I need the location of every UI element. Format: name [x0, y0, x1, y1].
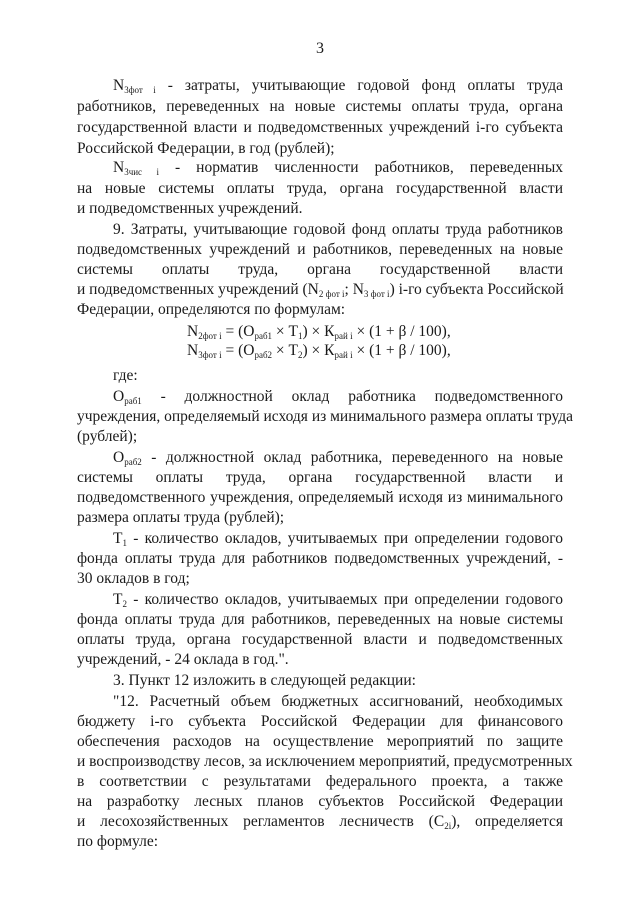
- text-line: (рублей);: [77, 428, 138, 445]
- text-line: бюджету i-го субъекта Российской Федерации для финансового: [77, 713, 563, 730]
- text-line: и подведомственных учреждений ($N_{2 фот i}$; $N_{3 фот i}$) i-го субъекта Российской: [77, 281, 564, 299]
- text-line: оплаты труда, органа государственной власти и подведомственных: [77, 631, 563, 648]
- text-line: и лесохозяйственных регламентов лесничеств $(С_{2i})$, определяется: [77, 813, 563, 831]
- text-line: 9. Затраты, учитывающие годовой фонд оплаты труда работников: [113, 221, 563, 238]
- symbol-subscript: 1: [122, 538, 127, 548]
- text-line: $Т_2$ - количество окладов, учитываемых при определении годового: [113, 591, 563, 609]
- text-line: фонда оплаты труда для работников подведомственных учреждений, -: [77, 550, 563, 567]
- text-line: 30 окладов в год;: [77, 570, 190, 587]
- symbol: О: [113, 449, 125, 466]
- text-line: фонда оплаты труда для работников, переведенных на новые системы: [77, 611, 563, 628]
- text-line: Федерации, определяются по формулам:: [77, 301, 346, 318]
- text-line: на новые системы оплаты труда, органа государственной власти: [77, 180, 563, 197]
- text-line: учреждения, определяемый исходя из минимального размера оплаты труда: [77, 408, 574, 425]
- text-line: на разработку лесных планов субъектов Российской Федерации: [77, 793, 563, 810]
- text-line: размера оплаты труда (рублей);: [77, 509, 285, 526]
- symbol-subscript: раб1: [124, 396, 142, 406]
- text-line: Российской Федерации, в год (рублей);: [77, 140, 335, 157]
- symbol-subscript: 3чис i: [124, 167, 159, 177]
- text-line: подведомственного учреждения, определяемый исходя из минимального: [77, 489, 563, 506]
- symbol-subscript: 3фот i: [124, 85, 156, 95]
- page-number: 3: [316, 40, 324, 57]
- text-line: "12. Расчетный объем бюджетных ассигнований, необходимых: [113, 693, 563, 710]
- text-line: $Т_1$ - количество окладов, учитываемых при определении годового: [113, 530, 563, 548]
- symbol: Т: [113, 591, 123, 608]
- text-line: и подведомственных учреждений.: [77, 200, 303, 217]
- text-line: по формуле:: [77, 833, 159, 850]
- formula-n3: $N_{3фот i} = (О_{раб2} \times Т_2) \times К_{рай i} \times (1 + \beta / 100)$,: [187, 342, 451, 360]
- text-line: $О_{раб2}$ - должностной оклад работника, переведенного на новые: [113, 449, 563, 467]
- symbol-subscript: раб2: [124, 457, 142, 467]
- formula-n2: $N_{2фот i} = (О_{раб1} \times Т_1) \times К_{рай i} \times (1 + \beta / 100)$,: [187, 323, 451, 341]
- symbol: О: [113, 388, 125, 405]
- text-line: 3. Пункт 12 изложить в следующей редакции:: [113, 672, 416, 689]
- symbol: N: [113, 159, 125, 176]
- text-line: системы оплаты труда, органа государственной власти: [77, 261, 563, 278]
- text-line: $N_{3чис i}$ - норматив численности работников, переведенных: [113, 159, 563, 177]
- text-line: и воспроизводству лесов, за исключением мероприятий, предусмотренных: [77, 753, 573, 770]
- text-line: $О_{раб1}$ - должностной оклад работника подведомственного: [113, 388, 563, 406]
- where-label: где:: [113, 367, 138, 384]
- symbol-subscript: 2: [122, 599, 127, 609]
- text-line: учреждений, - 24 оклада в год.".: [77, 651, 289, 668]
- symbol: Т: [113, 530, 123, 547]
- text-line: обеспечения расходов на осуществление мероприятий по защите: [77, 733, 563, 750]
- text-line: в соответствии с результатами федерального проекта, а также: [77, 773, 563, 790]
- text-line: системы оплаты труда, органа государственной власти и: [77, 469, 563, 486]
- text-line: $N_{3фот i}$ - затраты, учитывающие годовой фонд оплаты труда: [113, 77, 563, 95]
- text-line: подведомственных учреждений и работников, переведенных на новые: [77, 241, 563, 258]
- symbol: N: [113, 77, 125, 94]
- text-line: государственной власти и подведомственных учреждений i-го субъекта: [77, 119, 563, 136]
- text-line: работников, переведенных на новые системы оплаты труда, органа: [77, 98, 563, 115]
